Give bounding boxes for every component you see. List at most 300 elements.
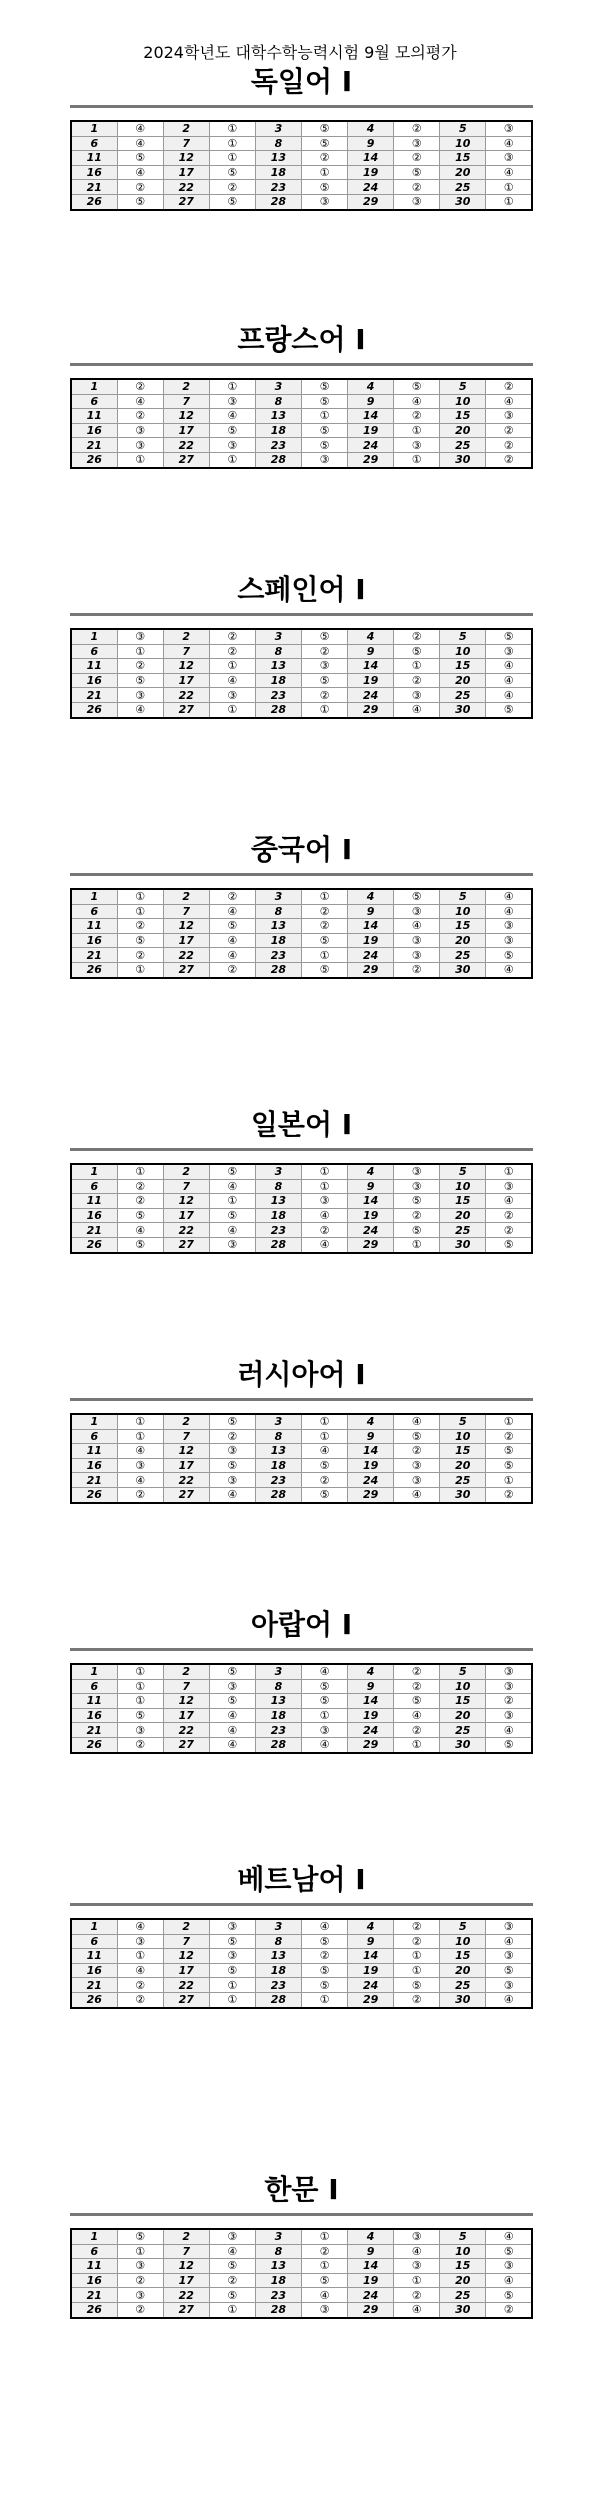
answer-choice: ④: [394, 1487, 440, 1502]
answer-choice: ①: [301, 1708, 347, 1723]
answer-choice: ②: [117, 1978, 163, 1993]
answer-choice: ①: [394, 1737, 440, 1752]
answer-choice: ④: [117, 136, 163, 151]
question-number: 18: [255, 2273, 301, 2288]
table-row: [71, 1679, 532, 1694]
question-number: 25: [440, 688, 486, 703]
question-number: 8: [255, 1179, 301, 1194]
answer-choice: ⑤: [209, 2259, 255, 2274]
table-row: [71, 2229, 532, 2244]
question-number: 17: [163, 2273, 209, 2288]
question-number: 11: [71, 409, 117, 424]
question-number: 8: [255, 394, 301, 409]
question-number: 30: [440, 962, 486, 977]
section-title: 러시아어 I: [237, 1358, 366, 1391]
answer-choice: ①: [301, 1429, 347, 1444]
question-number: 28: [255, 1737, 301, 1752]
answer-choice: ⑤: [301, 121, 347, 136]
question-number: 19: [348, 2273, 394, 2288]
question-number: 5: [440, 379, 486, 394]
question-number: 16: [71, 1708, 117, 1723]
answer-section: [70, 1105, 533, 1254]
answer-choice: ②: [394, 1679, 440, 1694]
answer-choice: ①: [394, 1237, 440, 1252]
answer-choice: ③: [394, 1473, 440, 1488]
answer-choice: ⑤: [301, 394, 347, 409]
question-number: 2: [163, 379, 209, 394]
question-number: 23: [255, 1978, 301, 1993]
section-title: 한문 I: [264, 2173, 339, 2206]
answer-choice: ⑤: [301, 180, 347, 195]
answer-choice: ③: [486, 1679, 532, 1694]
section-divider: [70, 1398, 533, 1401]
answer-choice: ②: [394, 1444, 440, 1459]
answer-choice: ⑤: [486, 1444, 532, 1459]
answer-choice: ②: [209, 889, 255, 904]
answer-choice: ①: [486, 1473, 532, 1488]
question-number: 3: [255, 1919, 301, 1934]
answer-choice: ②: [117, 379, 163, 394]
question-number: 16: [71, 2273, 117, 2288]
question-number: 19: [348, 1458, 394, 1473]
answer-choice: ⑤: [301, 1963, 347, 1978]
answer-section: [70, 62, 533, 211]
table-row: [71, 1694, 532, 1709]
answer-choice: ①: [209, 121, 255, 136]
question-number: 29: [348, 452, 394, 467]
question-number: 26: [71, 702, 117, 717]
question-number: 27: [163, 1737, 209, 1752]
answer-choice: ③: [394, 688, 440, 703]
answer-choice: ④: [117, 1919, 163, 1934]
answer-choice: ⑤: [117, 933, 163, 948]
question-number: 17: [163, 1458, 209, 1473]
question-number: 27: [163, 702, 209, 717]
answer-choice: ③: [486, 919, 532, 934]
answer-section: [70, 1605, 533, 1754]
question-number: 22: [163, 1978, 209, 1993]
answer-choice: ①: [117, 904, 163, 919]
question-number: 22: [163, 948, 209, 963]
answer-choice: ②: [209, 180, 255, 195]
question-number: 26: [71, 452, 117, 467]
table-row: [71, 379, 532, 394]
question-number: 14: [348, 1949, 394, 1964]
question-number: 17: [163, 1963, 209, 1978]
question-number: 10: [440, 1179, 486, 1194]
question-number: 25: [440, 1978, 486, 1993]
answer-choice: ④: [117, 1473, 163, 1488]
question-number: 19: [348, 1708, 394, 1723]
answer-choice: ⑤: [209, 1164, 255, 1179]
answer-choice: ②: [486, 423, 532, 438]
answer-choice: ⑤: [301, 1694, 347, 1709]
question-number: 26: [71, 962, 117, 977]
question-number: 24: [348, 1223, 394, 1238]
question-number: 18: [255, 1708, 301, 1723]
answer-choice: ⑤: [301, 673, 347, 688]
question-number: 17: [163, 933, 209, 948]
answer-choice: ①: [117, 2244, 163, 2259]
question-number: 16: [71, 1208, 117, 1223]
answer-table: [70, 628, 533, 719]
answer-choice: ③: [394, 194, 440, 209]
question-number: 5: [440, 1919, 486, 1934]
question-number: 5: [440, 889, 486, 904]
question-number: 27: [163, 1992, 209, 2007]
question-number: 28: [255, 1487, 301, 1502]
answer-choice: ④: [486, 1934, 532, 1949]
table-row: [71, 889, 532, 904]
answer-choice: ⑤: [117, 2229, 163, 2244]
answer-choice: ①: [301, 948, 347, 963]
answer-choice: ②: [117, 659, 163, 674]
question-number: 30: [440, 702, 486, 717]
question-number: 28: [255, 2302, 301, 2317]
answer-choice: ⑤: [209, 165, 255, 180]
answer-choice: ⑤: [209, 1208, 255, 1223]
table-row: [71, 194, 532, 209]
answer-choice: ②: [301, 1223, 347, 1238]
answer-choice: ④: [486, 394, 532, 409]
answer-choice: ③: [394, 136, 440, 151]
answer-choice: ⑤: [301, 1487, 347, 1502]
question-number: 3: [255, 1164, 301, 1179]
table-row: [71, 136, 532, 151]
answer-choice: ④: [394, 394, 440, 409]
table-row: [71, 1708, 532, 1723]
answer-choice: ②: [394, 1919, 440, 1934]
question-number: 25: [440, 948, 486, 963]
answer-choice: ②: [301, 644, 347, 659]
answer-choice: ③: [486, 121, 532, 136]
question-number: 8: [255, 1679, 301, 1694]
question-number: 20: [440, 165, 486, 180]
question-number: 28: [255, 1237, 301, 1252]
answer-choice: ⑤: [117, 1237, 163, 1252]
answer-choice: ②: [394, 180, 440, 195]
question-number: 5: [440, 629, 486, 644]
answer-choice: ③: [117, 688, 163, 703]
question-number: 21: [71, 1473, 117, 1488]
answer-choice: ⑤: [117, 1208, 163, 1223]
answer-choice: ⑤: [209, 1934, 255, 1949]
question-number: 9: [348, 394, 394, 409]
answer-choice: ④: [486, 2273, 532, 2288]
answer-choice: ④: [486, 962, 532, 977]
answer-choice: ④: [301, 1664, 347, 1679]
answer-choice: ③: [394, 904, 440, 919]
answer-choice: ①: [301, 165, 347, 180]
question-number: 14: [348, 1194, 394, 1209]
question-number: 18: [255, 165, 301, 180]
answer-choice: ④: [394, 2302, 440, 2317]
question-number: 27: [163, 1237, 209, 1252]
answer-choice: ②: [117, 2273, 163, 2288]
table-row: [71, 629, 532, 644]
question-number: 2: [163, 2229, 209, 2244]
section-divider: [70, 363, 533, 366]
question-number: 8: [255, 1934, 301, 1949]
answer-choice: ④: [209, 409, 255, 424]
answer-choice: ⑤: [394, 1223, 440, 1238]
answer-choice: ①: [209, 1978, 255, 1993]
question-number: 9: [348, 2244, 394, 2259]
answer-choice: ②: [209, 1429, 255, 1444]
question-number: 23: [255, 1223, 301, 1238]
question-number: 24: [348, 180, 394, 195]
question-number: 25: [440, 438, 486, 453]
section-divider: [70, 2213, 533, 2216]
question-number: 30: [440, 1237, 486, 1252]
answer-choice: ③: [209, 1237, 255, 1252]
answer-choice: ⑤: [301, 629, 347, 644]
question-number: 11: [71, 1194, 117, 1209]
question-number: 13: [255, 409, 301, 424]
question-number: 15: [440, 151, 486, 166]
question-number: 4: [348, 2229, 394, 2244]
page-title: 2024학년도 대학수학능력시험 9월 모의평가: [143, 43, 457, 62]
answer-section: [70, 1860, 533, 2009]
answer-table: [70, 1413, 533, 1504]
answer-choice: ③: [117, 629, 163, 644]
section-title: 중국어 I: [250, 833, 353, 866]
answer-choice: ③: [301, 1723, 347, 1738]
answer-choice: ①: [117, 889, 163, 904]
table-row: [71, 1737, 532, 1752]
question-number: 30: [440, 194, 486, 209]
answer-choice: ②: [301, 2244, 347, 2259]
answer-choice: ①: [209, 2302, 255, 2317]
answer-choice: ⑤: [394, 1429, 440, 1444]
question-number: 29: [348, 1992, 394, 2007]
answer-choice: ①: [301, 1164, 347, 1179]
answer-choice: ③: [209, 1919, 255, 1934]
answer-table: [70, 120, 533, 211]
question-number: 12: [163, 409, 209, 424]
answer-choice: ④: [301, 1919, 347, 1934]
answer-choice: ③: [394, 933, 440, 948]
answer-choice: ②: [117, 1194, 163, 1209]
question-number: 19: [348, 1963, 394, 1978]
answer-choice: ③: [209, 1679, 255, 1694]
answer-choice: ⑤: [394, 1978, 440, 1993]
question-number: 3: [255, 379, 301, 394]
question-number: 3: [255, 629, 301, 644]
answer-choice: ②: [394, 673, 440, 688]
answer-choice: ④: [486, 1992, 532, 2007]
answer-choice: ⑤: [486, 2244, 532, 2259]
question-number: 26: [71, 194, 117, 209]
answer-choice: ①: [117, 962, 163, 977]
question-number: 29: [348, 1237, 394, 1252]
question-number: 28: [255, 962, 301, 977]
answer-choice: ④: [117, 121, 163, 136]
table-row: [71, 394, 532, 409]
table-row: [71, 1487, 532, 1502]
question-number: 18: [255, 673, 301, 688]
question-number: 29: [348, 702, 394, 717]
question-number: 11: [71, 1444, 117, 1459]
answer-choice: ②: [394, 1992, 440, 2007]
question-number: 4: [348, 1164, 394, 1179]
question-number: 17: [163, 1208, 209, 1223]
answer-choice: ⑤: [301, 379, 347, 394]
answer-choice: ②: [301, 904, 347, 919]
question-number: 6: [71, 1679, 117, 1694]
question-number: 13: [255, 2259, 301, 2274]
table-row: [71, 659, 532, 674]
question-number: 20: [440, 673, 486, 688]
table-row: [71, 1414, 532, 1429]
question-number: 4: [348, 1919, 394, 1934]
answer-choice: ②: [486, 1487, 532, 1502]
answer-choice: ①: [301, 1414, 347, 1429]
answer-choice: ③: [486, 1949, 532, 1964]
answer-choice: ④: [301, 1444, 347, 1459]
table-row: [71, 1978, 532, 1993]
table-row: [71, 1919, 532, 1934]
question-number: 7: [163, 1179, 209, 1194]
question-number: 8: [255, 1429, 301, 1444]
question-number: 30: [440, 1487, 486, 1502]
answer-choice: ③: [209, 1473, 255, 1488]
answer-choice: ④: [117, 1444, 163, 1459]
answer-table: [70, 1663, 533, 1754]
question-number: 25: [440, 1473, 486, 1488]
answer-choice: ④: [301, 1737, 347, 1752]
answer-choice: ①: [209, 1194, 255, 1209]
answer-choice: ①: [117, 1414, 163, 1429]
answer-choice: ③: [486, 1664, 532, 1679]
section-title: 일본어 I: [250, 1108, 353, 1141]
question-number: 26: [71, 2302, 117, 2317]
question-number: 30: [440, 452, 486, 467]
question-number: 24: [348, 1723, 394, 1738]
answer-choice: ②: [394, 1934, 440, 1949]
table-row: [71, 1458, 532, 1473]
answer-choice: ⑤: [209, 1458, 255, 1473]
question-number: 7: [163, 1934, 209, 1949]
answer-choice: ⑤: [209, 1664, 255, 1679]
question-number: 26: [71, 1237, 117, 1252]
question-number: 14: [348, 151, 394, 166]
question-number: 23: [255, 688, 301, 703]
answer-table: [70, 378, 533, 469]
answer-choice: ③: [486, 644, 532, 659]
answer-choice: ⑤: [301, 136, 347, 151]
answer-choice: ④: [394, 919, 440, 934]
question-number: 30: [440, 2302, 486, 2317]
table-row: [71, 948, 532, 963]
question-number: 28: [255, 702, 301, 717]
answer-choice: ③: [301, 1194, 347, 1209]
question-number: 14: [348, 1694, 394, 1709]
question-number: 2: [163, 1414, 209, 1429]
table-row: [71, 1664, 532, 1679]
question-number: 23: [255, 438, 301, 453]
question-number: 5: [440, 1414, 486, 1429]
answer-choice: ⑤: [486, 1737, 532, 1752]
question-number: 17: [163, 423, 209, 438]
answer-choice: ④: [209, 1737, 255, 1752]
question-number: 1: [71, 2229, 117, 2244]
question-number: 13: [255, 1949, 301, 1964]
table-row: [71, 1949, 532, 1964]
answer-choice: ①: [117, 452, 163, 467]
question-number: 26: [71, 1487, 117, 1502]
answer-choice: ④: [117, 394, 163, 409]
question-number: 14: [348, 919, 394, 934]
section-divider: [70, 613, 533, 616]
question-number: 28: [255, 452, 301, 467]
section-divider: [70, 1648, 533, 1651]
answer-choice: ③: [117, 2288, 163, 2303]
question-number: 19: [348, 423, 394, 438]
section-divider: [70, 1903, 533, 1906]
question-number: 19: [348, 673, 394, 688]
answer-choice: ⑤: [394, 1694, 440, 1709]
answer-choice: ④: [209, 2244, 255, 2259]
question-number: 22: [163, 688, 209, 703]
question-number: 27: [163, 194, 209, 209]
question-number: 7: [163, 394, 209, 409]
answer-choice: ②: [486, 1429, 532, 1444]
question-number: 16: [71, 673, 117, 688]
table-row: [71, 438, 532, 453]
question-number: 9: [348, 136, 394, 151]
table-row: [71, 1237, 532, 1252]
answer-choice: ③: [117, 423, 163, 438]
table-row: [71, 2259, 532, 2274]
question-number: 3: [255, 889, 301, 904]
question-number: 1: [71, 889, 117, 904]
table-row: [71, 1992, 532, 2007]
question-number: 27: [163, 2302, 209, 2317]
answer-choice: ④: [117, 1223, 163, 1238]
table-row: [71, 1194, 532, 1209]
answer-choice: ⑤: [117, 1708, 163, 1723]
question-number: 17: [163, 165, 209, 180]
question-number: 6: [71, 904, 117, 919]
answer-choice: ⑤: [301, 1679, 347, 1694]
question-number: 25: [440, 1223, 486, 1238]
question-number: 21: [71, 1223, 117, 1238]
answer-choice: ①: [394, 1963, 440, 1978]
question-number: 9: [348, 644, 394, 659]
question-number: 30: [440, 1737, 486, 1752]
answer-choice: ②: [301, 919, 347, 934]
question-number: 21: [71, 180, 117, 195]
question-number: 7: [163, 136, 209, 151]
answer-choice: ②: [117, 948, 163, 963]
answer-section: [70, 570, 533, 719]
question-number: 15: [440, 1194, 486, 1209]
question-number: 12: [163, 1444, 209, 1459]
question-number: 10: [440, 394, 486, 409]
answer-choice: ①: [209, 452, 255, 467]
answer-choice: ⑤: [209, 423, 255, 438]
table-row: [71, 673, 532, 688]
answer-choice: ④: [486, 904, 532, 919]
answer-choice: ②: [117, 2302, 163, 2317]
answer-choice: ②: [117, 919, 163, 934]
question-number: 5: [440, 1664, 486, 1679]
question-number: 23: [255, 180, 301, 195]
question-number: 12: [163, 919, 209, 934]
section-title: 프랑스어 I: [237, 323, 366, 356]
question-number: 22: [163, 180, 209, 195]
